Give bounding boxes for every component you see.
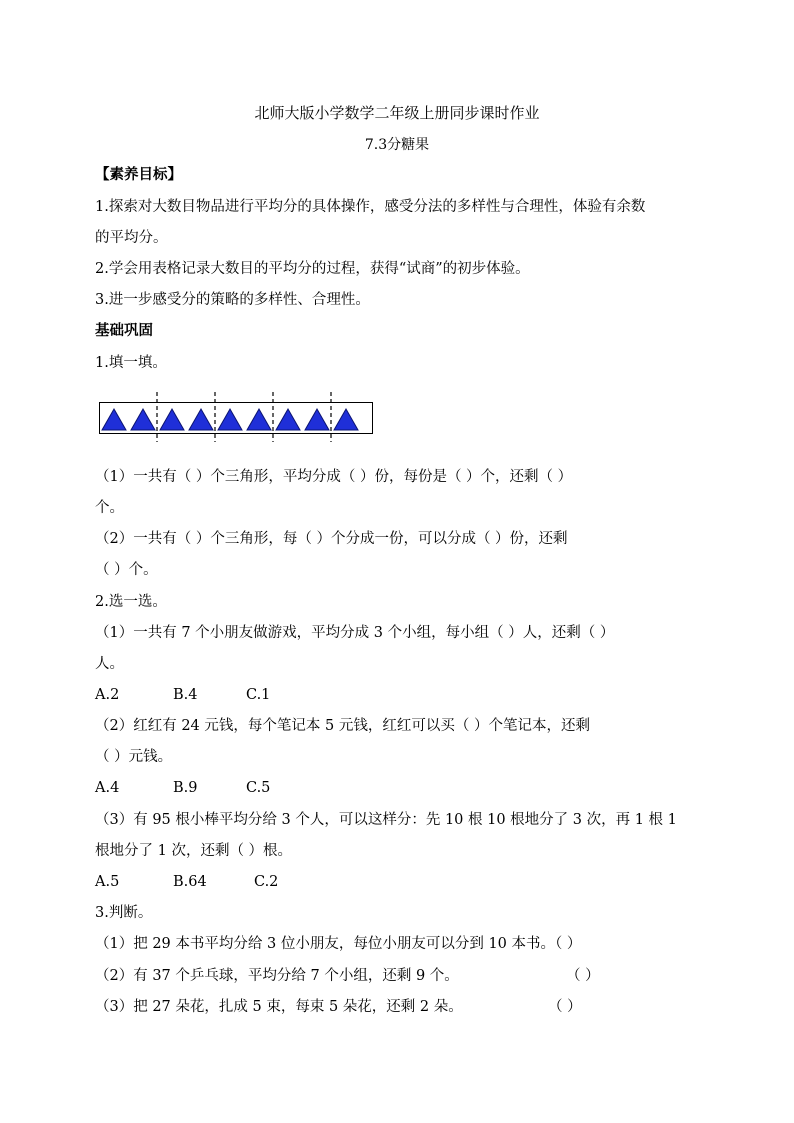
option-b: B.64 <box>173 874 207 890</box>
q3-title: 3.判断。 <box>95 905 153 921</box>
triangle-icon <box>247 409 271 430</box>
q1-part2-line-2: （ ）个。 <box>95 562 158 578</box>
option-a: A.4 <box>95 780 120 796</box>
option-c: C.1 <box>246 687 271 703</box>
option-a: A.2 <box>95 687 120 703</box>
goal-1-line-2: 的平均分。 <box>95 230 168 246</box>
option-b: B.4 <box>173 687 198 703</box>
page-title: 北师大版小学数学二年级上册同步课时作业 <box>254 104 540 122</box>
q1-part2-line-1: （2）一共有（ ）个三角形，每（ ）个分成一份，可以分成（ ）份，还剩 <box>95 531 568 547</box>
q3-part2-answer-paren: （ ） <box>566 968 600 984</box>
q2-part1-line-1: （1）一共有 7 个小朋友做游戏，平均分成 3 个小组，每小组（ ）人，还剩（ ） <box>95 625 615 641</box>
goal-1-line-1: 1.探索对大数目物品进行平均分的具体操作，感受分法的多样性与合理性，体验有余数 <box>95 199 646 215</box>
q2-part2-options <box>95 778 270 798</box>
q2-part3-options <box>95 872 278 892</box>
triangle-icon <box>276 409 300 430</box>
triangle-icon <box>334 409 358 430</box>
option-c: C.2 <box>254 874 279 890</box>
q2-part2-line-2: （ ）元钱。 <box>95 749 173 765</box>
q2-part1-line-2: 人。 <box>95 656 124 672</box>
goals-heading: 【素养目标】 <box>95 167 182 183</box>
q2-part3-line-2: 根地分了 1 次，还剩（ ）根。 <box>95 843 293 859</box>
triangle-figure <box>99 392 375 444</box>
triangle-icon <box>131 409 155 430</box>
q1-title: 1.填一填。 <box>95 355 167 371</box>
q2-part3-line-1: （3）有 95 根小棒平均分给 3 个人，可以这样分：先 10 根 10 根地分了 3 次，再 1 根 1 <box>95 812 677 828</box>
goal-3: 3.进一步感受分的策略的多样性、合理性。 <box>95 292 370 308</box>
goal-2: 2.学会用表格记录大数目的平均分的过程，获得“试商”的初步体验。 <box>95 261 530 277</box>
page-subtitle: 7.3分糖果 <box>364 137 430 153</box>
q2-title: 2.选一选。 <box>95 594 167 610</box>
triangle-icon <box>102 409 126 430</box>
q1-part1-line-1: （1）一共有（ ）个三角形，平均分成（ ）份，每份是（ ）个，还剩（ ） <box>95 469 573 485</box>
option-a: A.5 <box>95 874 120 890</box>
q2-part2-line-1: （2）红红有 24 元钱，每个笔记本 5 元钱，红红可以买（ ）个笔记本，还剩 <box>95 718 590 734</box>
q2-part1-options <box>95 685 270 705</box>
triangle-icon <box>218 409 242 430</box>
q3-part3: （3）把 27 朵花，扎成 5 束，每束 5 朵花，还剩 2 朵。 <box>95 999 463 1015</box>
q3-part3-answer-paren: （ ） <box>548 999 582 1015</box>
section-heading: 基础巩固 <box>95 323 153 339</box>
q3-part1: （1）把 29 本书平均分给 3 位小朋友，每位小朋友可以分到 10 本书。（ ） <box>95 936 582 952</box>
triangle-icon <box>189 409 213 430</box>
option-b: B.9 <box>173 780 198 796</box>
option-c: C.5 <box>246 780 271 796</box>
triangle-icon <box>160 409 184 430</box>
q3-part2: （2）有 37 个乒乓球，平均分给 7 个小组，还剩 9 个。 <box>95 968 459 984</box>
triangle-icon <box>305 409 329 430</box>
q1-part1-line-2: 个。 <box>95 500 124 516</box>
